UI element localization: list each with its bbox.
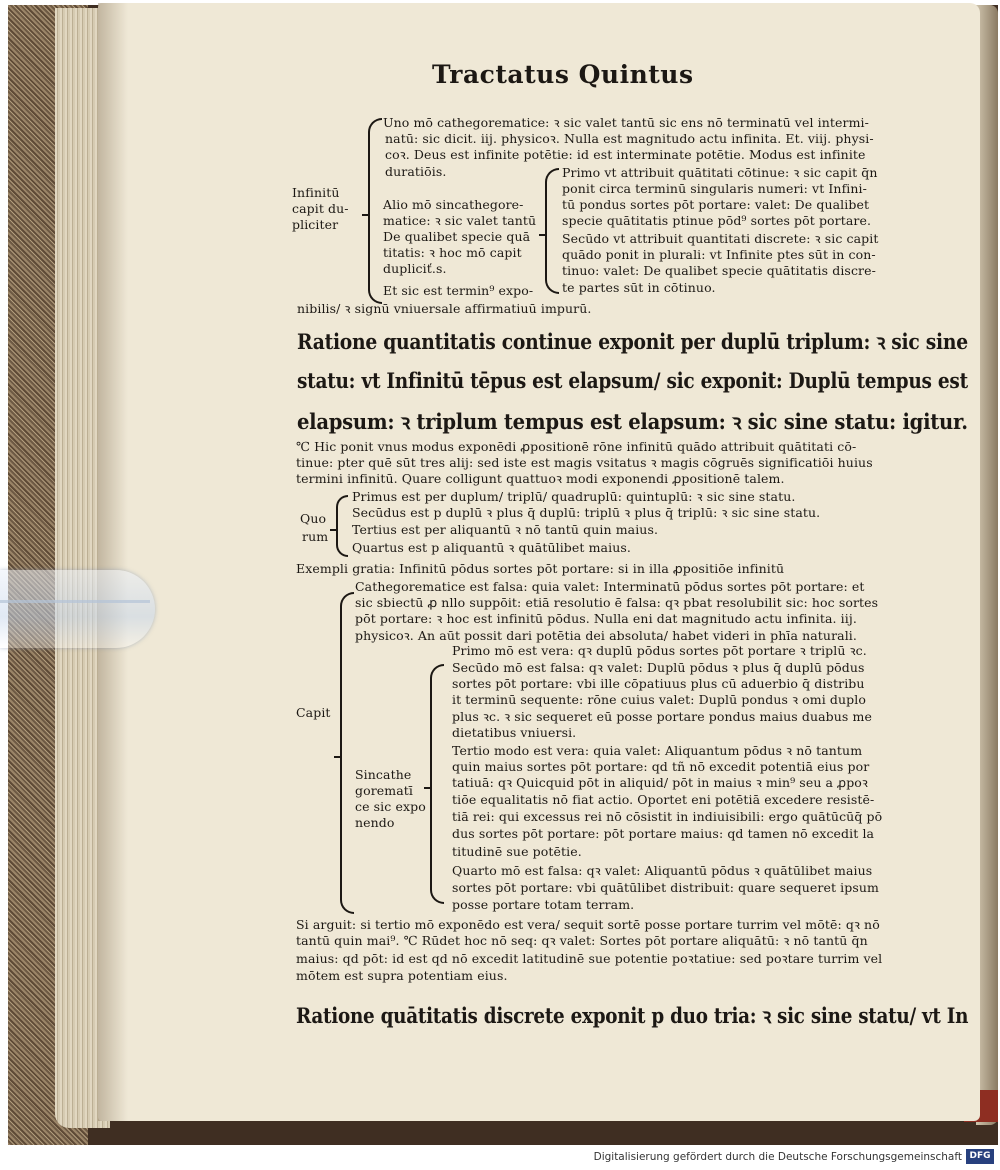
text-line: Secūdo vt attribuit quantitati discrete: ꝛ sic capit bbox=[562, 231, 879, 246]
margin-note: ce sic expo bbox=[355, 799, 426, 814]
text-line: Primo mō est vera: qꝛ duplū pōdus sortes pōt portare ꝛ triplū ꝛc. bbox=[452, 643, 867, 658]
margin-note: capit du- bbox=[292, 201, 349, 216]
page-title: Tractatus Quintus bbox=[432, 60, 694, 89]
text-line: Uno mō cathegorematice: ꝛ sic valet tantū sic ens nō terminatū vel intermi- bbox=[383, 115, 869, 130]
margin-note: Infinitū bbox=[292, 185, 340, 200]
heading-line: Ratione quantitatis continue exponit per duplū triplum: ꝛ sic sine bbox=[297, 329, 968, 354]
heading-line: elapsum: ꝛ triplum tempus est elapsum: ꝛ sic sine statu: igitur. bbox=[297, 409, 968, 434]
list-item: Secūdus est p duplū ꝛ plus q̄ duplū: triplū ꝛ plus q̄ triplū: ꝛ sic sine statu. bbox=[352, 505, 821, 520]
text-line: Tertio modo est vera: quia valet: Aliquantum pōdus ꝛ nō tantum bbox=[452, 743, 863, 758]
text-line: coꝛ. Deus est infinite potētie: id est interminate potētie. Modus est infinite bbox=[385, 147, 866, 162]
text-line: physicoꝛ. An aūt possit dari potētia dei absoluta/ habet videri in phīa naturali. bbox=[355, 628, 857, 643]
margin-note: Quo bbox=[300, 511, 327, 526]
text-line: plus ꝛc. ꝛ sic sequeret eū posse portare pondus maius duabus me bbox=[452, 709, 872, 724]
text-line: tū pondus sortes pōt portare: valet: De qualibet bbox=[562, 197, 870, 212]
text-line: Alio mō sincathegore- bbox=[383, 197, 524, 212]
brace bbox=[336, 495, 348, 557]
text-line: pōt portare: ꝛ hoc est infinitū pōdus. Nulla eni dat magnitudo actu infinita. iij. bbox=[355, 611, 857, 626]
brace bbox=[340, 592, 354, 914]
list-item: Primus est per duplum/ triplū/ quadruplū: quintuplū: ꝛ sic sine statu. bbox=[352, 489, 796, 504]
text-line: quin maius sortes pōt portare: qd tñ nō excedit potentiā eius por bbox=[452, 759, 870, 774]
text-line: tinue: pter quē sūt tres alij: sed iste est magis vsitatus ꝛ magis cōgruēs significatiōi huius bbox=[296, 455, 873, 470]
margin-note: Capit bbox=[296, 705, 331, 720]
text-line: termini infinitū. Quare colligunt quattuoꝛ modi exponendi ꝓpositionē talem. bbox=[296, 471, 785, 486]
text-line: De qualibet specie quā bbox=[383, 229, 531, 244]
page-gutter-shadow bbox=[98, 3, 128, 1121]
text-line: sic sbiectū ꝓ nllo suppōit: etiā resolutio ē falsa: qꝛ pbat resolubilit sic: hoc sortes bbox=[355, 595, 879, 610]
text-line: natū: sic dicit. iij. physicoꝛ. Nulla est magnitudo actu infinita. Et. viij. physi- bbox=[385, 131, 874, 146]
margin-note: nendo bbox=[355, 815, 395, 830]
brace bbox=[545, 168, 559, 294]
text-line: specie quātitatis ptinue pōd⁹ sortes pōt portare. bbox=[562, 213, 872, 228]
margin-note: rum bbox=[302, 529, 329, 544]
text-line: sortes pōt portare: vbi quātūlibet distribuit: quare sequeret ipsum bbox=[452, 880, 879, 895]
text-line: dus sortes pōt portare: pōt portare maius: qd tamen nō excedit la bbox=[452, 826, 875, 841]
text-line: tiōe equalitatis nō fiat actio. Oportet eni potētiā excedere resistē- bbox=[452, 792, 875, 807]
text-line: Cathegorematice est falsa: quia valet: Interminatū pōdus sortes pōt portare: et bbox=[355, 579, 865, 594]
list-item: Quartus est p aliquantū ꝛ quātūlibet maius. bbox=[352, 540, 631, 555]
text-line: tiā rei: qui excessus rei nō cōsistit in indiuisibili: ergo quātūcūq̄ pō bbox=[452, 809, 883, 824]
heading-line: statu: vt Infinitū tēpus est elapsum/ sic exponit: Duplū tempus est bbox=[297, 368, 968, 393]
text-line: tatiuā: qꝛ Quicquid pōt in aliquid/ pōt in maius ꝛ min⁹ seu a ꝓpoꝛ bbox=[452, 775, 868, 790]
footer-bar bbox=[0, 1146, 1000, 1170]
text-line: mōtem est supra potentiam eius. bbox=[296, 968, 508, 983]
text-line: it terminū sequente: rōne cuius valet: Duplū pondus ꝛ omi duplo bbox=[452, 692, 867, 707]
list-item: Tertius est per aliquantū ꝛ nō tantū quin maius. bbox=[352, 522, 659, 537]
text-line: titudinē sue potētie. bbox=[452, 844, 582, 859]
text-line: sortes pōt portare: vbi ille cōpatiuus plus cū aduerbio q̄ distribu bbox=[452, 676, 865, 691]
text-line: Si arguit: si tertio mō exponēdo est vera/ sequit sortē posse portare turrim vel mōtē: qꝛ nō bbox=[296, 917, 880, 932]
digitization-credit: Digitalisierung gefördert durch die Deutsche Forschungsgemeinschaft bbox=[593, 1151, 962, 1163]
text-line: dietatibus vniuersi. bbox=[452, 725, 577, 740]
text-line: posse portare totam terram. bbox=[452, 897, 635, 912]
text-line: nibilis/ ꝛ signū vniuersale affirmatiuū impurū. bbox=[297, 301, 592, 316]
dfg-logo: DFG bbox=[966, 1149, 994, 1164]
plastic-page-holder-edge bbox=[0, 600, 150, 603]
brace bbox=[368, 118, 382, 304]
text-line: titatis: ꝛ hoc mō capit bbox=[383, 245, 522, 260]
heading-line: Ratione quātitatis discrete exponit p duo tria: ꝛ sic sine statu/ vt In bbox=[296, 1003, 969, 1028]
text-line: maius: qd pōt: id est qd nō excedit latitudinē sue potentie poꝛtatiue: sed poꝛtare turrim vel bbox=[296, 951, 883, 966]
text-line: quādo ponit in plurali: vt Infinite ptes sūt in con- bbox=[562, 247, 876, 262]
text-line: duratiōis. bbox=[385, 164, 447, 179]
text-line: Secūdo mō est falsa: qꝛ valet: Duplū pōdus ꝛ plus q̄ duplū pōdus bbox=[452, 660, 865, 675]
text-line: Primo vt attribuit quātitati cōtinue: ꝛ sic capit q̄n bbox=[562, 165, 878, 180]
text-line: ponit circa terminū singularis numeri: vt Infini- bbox=[562, 181, 867, 196]
text-line: tantū quin mai⁹. ℃ Rūdet hoc nō seq: qꝛ valet: Sortes pōt portare aliquātū: ꝛ nō tantū q̄n bbox=[296, 933, 868, 948]
margin-note: pliciter bbox=[292, 217, 339, 232]
margin-note: gorematī bbox=[355, 783, 414, 798]
text-line: te partes sūt in cōtinuo. bbox=[562, 280, 716, 295]
brace bbox=[430, 664, 444, 904]
margin-note: Sincathe bbox=[355, 767, 412, 782]
text-line: Et sic est termin⁹ expo- bbox=[383, 283, 534, 298]
text-line: matice: ꝛ sic valet tantū bbox=[383, 213, 537, 228]
plastic-page-holder bbox=[0, 570, 155, 648]
text-line: dupliciť.s. bbox=[383, 261, 447, 276]
text-line: Quarto mō est falsa: qꝛ valet: Aliquantū pōdus ꝛ quātūlibet maius bbox=[452, 863, 873, 878]
text-line: Exempli gratia: Infinitū pōdus sortes pōt portare: si in illa ꝓpositiōe infinitū bbox=[296, 561, 785, 576]
text-line: ℃ Hic ponit vnus modus exponēdi ꝓpositionē rōne infinitū quādo attribuit quātitati cō- bbox=[296, 439, 857, 454]
text-line: tinuo: valet: De qualibet specie quātitatis discre- bbox=[562, 263, 876, 278]
